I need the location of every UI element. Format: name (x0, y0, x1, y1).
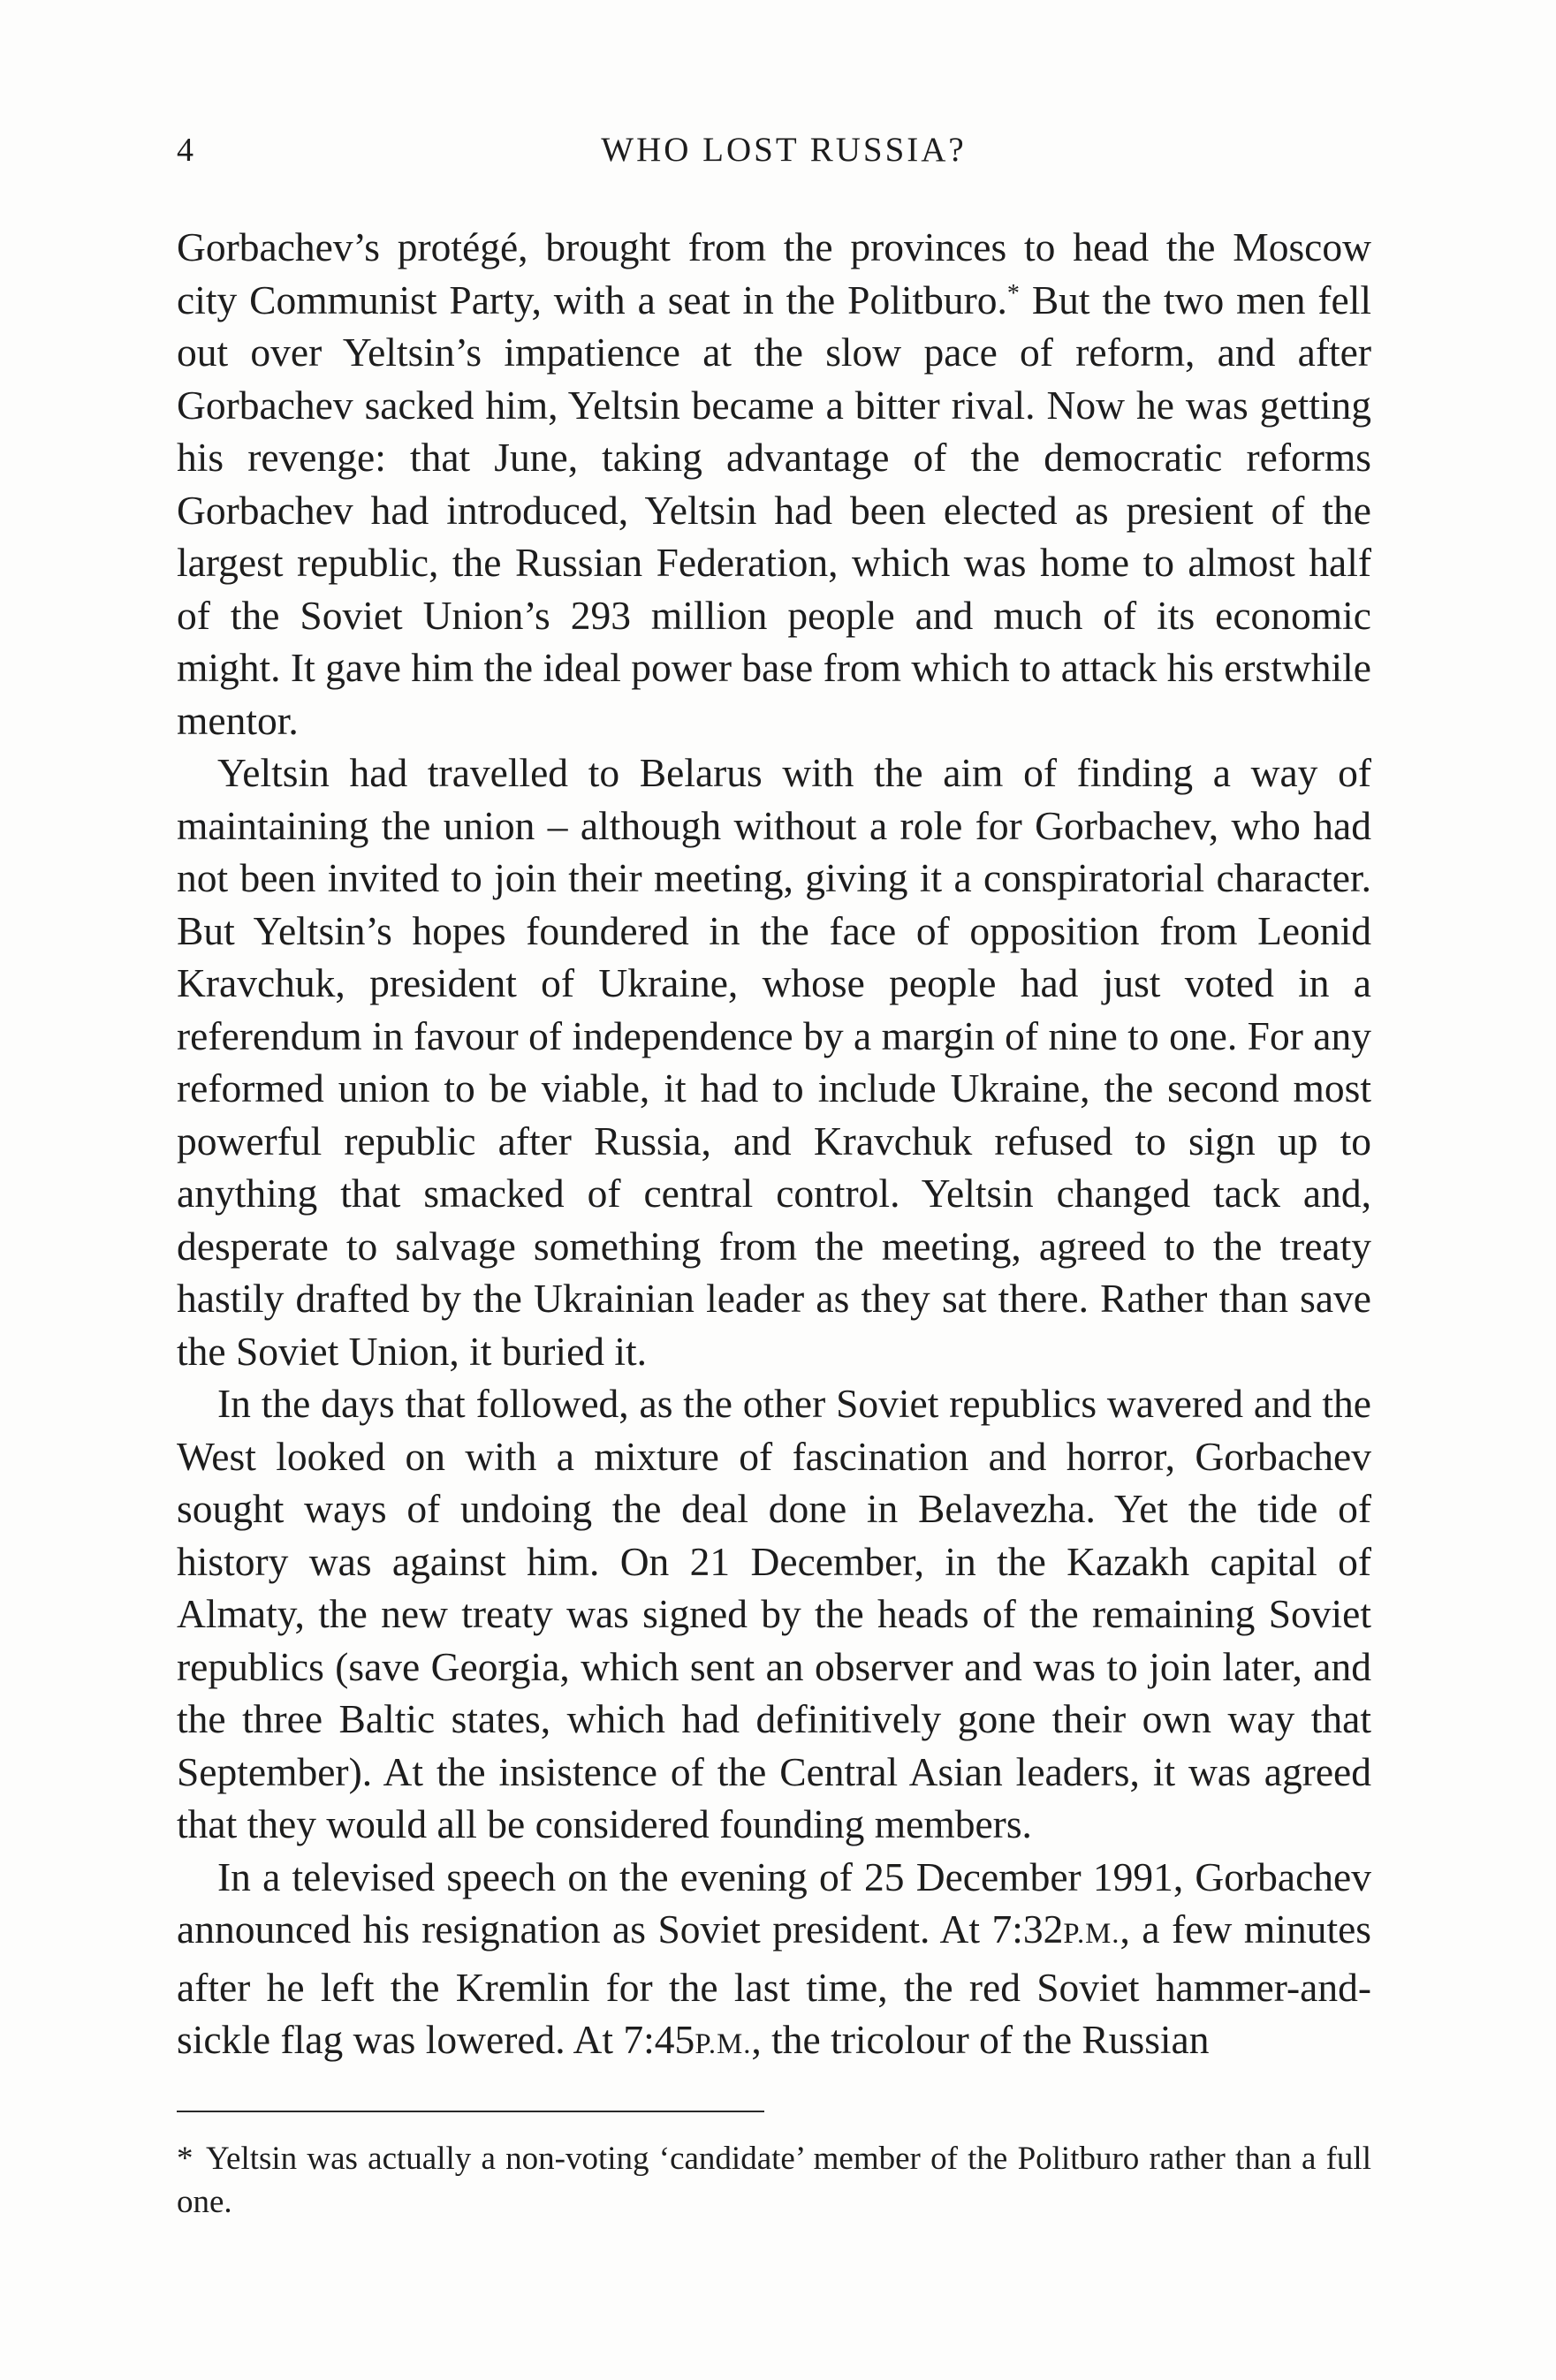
body-text (177, 221, 1371, 2072)
paragraph-4 (177, 1851, 1371, 2072)
paragraph-1 (177, 221, 1371, 747)
paragraph-1-start: Gorbachev’s protégé, brought from the provinces to head the Moscow city Communist Party, with a seat in the Politburo. (177, 224, 1371, 322)
time-suffix-pm: P.M. (1063, 1918, 1120, 1950)
footnote-reference: * (1006, 279, 1020, 307)
footnote (177, 2137, 1371, 2224)
running-title: WHO LOST RUSSIA? (601, 131, 967, 169)
paragraph-3: In the days that followed, as the other Soviet republics wavered and the West looked on with a mixture of fascination and horror, Gorbachev sought ways of undoing the deal done in Belavezha. Yet the tide of history was against him. On 21 December, in the Kazakh capital of Almaty, the new treaty was signed by the heads of the remaining Soviet republics (save Georgia, which sent an observer and was to join later, and the three Baltic states, which had definitively gone their own way that September). At the insistence of the Central Asian leaders, it was agreed that they would all be considered founding members. (177, 1381, 1371, 1846)
paragraph-1-end: But the two men fell out over Yeltsin’s impatience at the slow pace of reform, and after Gorbachev sacked him, Yeltsin became a bitter rival. Now he was getting his revenge: that June, taking advantage of the democratic reforms Gorbachev had introduced, Yeltsin had been elected as presient of the largest republic, the Russian Federation, which was home to almost half of the Soviet Union’s 293 million people and much of its economic might. It gave him the ideal power base from which to attack his erstwhile mentor. (177, 277, 1371, 743)
page-header (177, 124, 1371, 177)
paragraph-4-end: , the tricolour of the Russian (751, 2017, 1210, 2062)
paragraph-4-middle: , a few minutes after he left the Kremlin for the last time, the red Soviet hammer-and-sickle flag was lowered. At 7:45 (177, 1906, 1371, 2062)
footnote-text: Yeltsin was actually a non-voting ‘candidate’ member of the Politburo rather than a full one. (177, 2141, 1371, 2220)
time-suffix-pm: P.M. (695, 2028, 752, 2060)
footnote-divider (177, 2111, 764, 2112)
paragraph-2: Yeltsin had travelled to Belarus with the aim of finding a way of maintaining the union – although without a role for Gorbachev, who had not been invited to join their meeting, giving it a conspiratorial character. But Yeltsin’s hopes foundered in the face of opposition from Leonid Kravchuk, president of Ukraine, whose people had just voted in a referendum in favour of independence by a margin of nine to one. For any reformed union to be viable, it had to include Ukraine, the second most powerful republic after Russia, and Kravchuk refused to sign up to anything that smacked of central control. Yeltsin changed tack and, desperate to salvage something from the meeting, agreed to the treaty hastily drafted by the Ukrainian leader as they sat there. Rather than save the Soviet Union, it buried it. (177, 750, 1371, 1374)
footnote-marker: * (177, 2141, 194, 2177)
page-number: 4 (177, 132, 194, 169)
paragraph-4-start: In a televised speech on the evening of 25 December 1991, Gorbachev announced his resignation as Soviet president. At 7:32 (177, 1853, 1371, 1952)
